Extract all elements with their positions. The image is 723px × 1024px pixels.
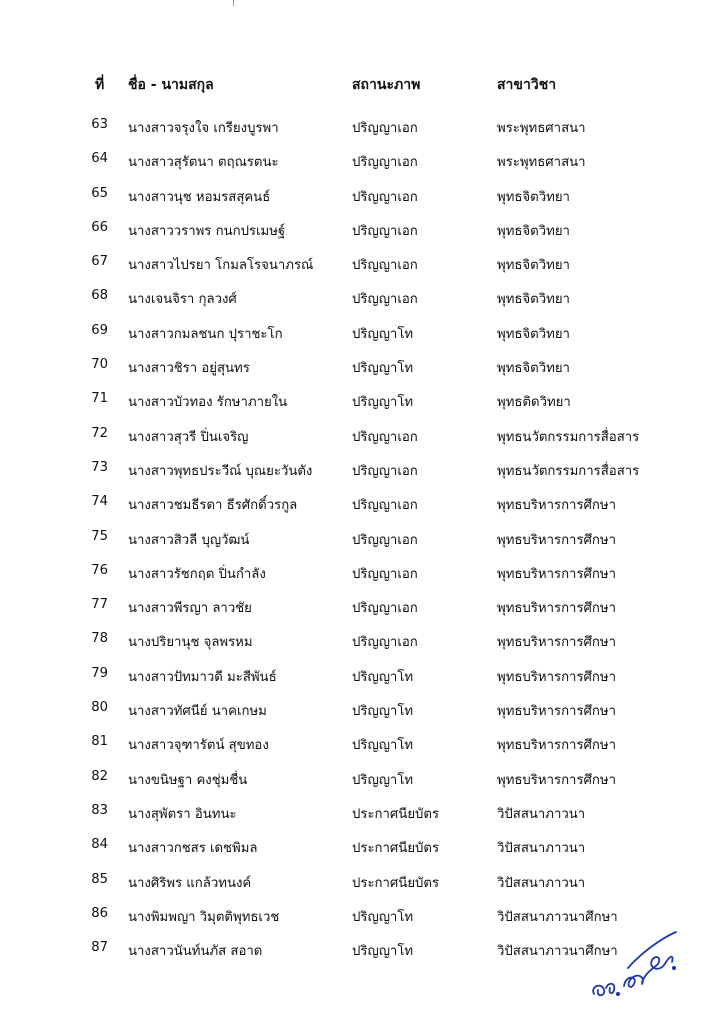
- row-branch: วิปัสสนาภาวนาศึกษา: [497, 909, 618, 925]
- row-status: ปริญญาเอก: [352, 121, 418, 136]
- row-name: นางสาวสิวลี บุญวัฒน์: [128, 532, 250, 548]
- row-name: นางสาวไปรยา โกมลโรจนาภรณ์: [128, 258, 314, 274]
- table-row: [0, 766, 723, 800]
- row-number: 65: [91, 185, 108, 201]
- row-number: 80: [91, 700, 108, 716]
- row-branch: พุทธบริหารการศึกษา: [497, 601, 616, 617]
- row-number: 83: [91, 802, 108, 818]
- row-branch: พุทธบริหารการศึกษา: [497, 566, 616, 582]
- row-branch: พุทธบริหารการศึกษา: [497, 738, 616, 754]
- row-status: ปริญญาโท: [352, 772, 414, 788]
- table-row: [0, 594, 723, 628]
- table-row: [0, 628, 723, 662]
- row-branch: พุทธบริหารการศึกษา: [497, 704, 616, 720]
- row-name: นางสาวกมลชนก ปุราชะโก: [128, 326, 283, 342]
- row-number: 64: [91, 151, 108, 167]
- row-name: นางเจนจิรา กุลวงศ์: [128, 292, 237, 308]
- row-number: 73: [91, 459, 108, 475]
- row-status: ปริญญาโท: [352, 909, 414, 925]
- row-number: 68: [91, 288, 108, 304]
- table-row: [0, 663, 723, 697]
- row-number: 86: [91, 905, 108, 921]
- row-name: นางพิมพญา วิมุตติพุทธเวช: [128, 909, 280, 925]
- row-status: ปริญญาเอก: [352, 635, 418, 651]
- row-status: ปริญญาเอก: [352, 258, 418, 274]
- table-row: [0, 354, 723, 388]
- scan-edge-mark: [233, 0, 234, 6]
- row-status: ปริญญาเอก: [352, 292, 418, 308]
- row-status: ประกาศนียบัตร: [352, 841, 440, 857]
- row-number: 79: [91, 665, 108, 681]
- row-name: นางสาวสุรัตนา ตฤณรตนะ: [128, 155, 279, 171]
- table-row: [0, 697, 723, 731]
- row-name: นางสาวนุช หอมรสสุคนธ์: [128, 189, 271, 205]
- row-number: 81: [91, 734, 108, 750]
- table-row: [0, 251, 723, 285]
- row-branch: พุทธจิตวิทยา: [497, 361, 570, 377]
- row-status: ปริญญาเอก: [352, 601, 418, 617]
- row-name: นางสาวชมธีรดา ธีรศักดิ์วรกูล: [128, 498, 298, 514]
- row-branch: พุทธบริหารการศึกษา: [497, 498, 616, 514]
- row-number: 66: [91, 219, 108, 235]
- row-number: 87: [91, 940, 108, 956]
- table-row: [0, 491, 723, 525]
- header-status: สถานะภาพ: [352, 77, 421, 93]
- row-status: ปริญญาโท: [352, 361, 414, 377]
- row-status: ปริญญาเอก: [352, 566, 418, 582]
- table-body: [0, 114, 723, 971]
- row-branch: วิปัสสนาภาวนา: [497, 841, 586, 857]
- header-number: ที่: [95, 77, 105, 93]
- row-name: นางสาวรัชกฤต ปิ่นกำลัง: [128, 566, 266, 582]
- row-name: นางสาววราพร กนกปรเมษฐ์: [128, 223, 286, 239]
- row-branch: พุทธจิตวิทยา: [497, 189, 570, 205]
- row-branch: พุทธติดวิทยา: [497, 395, 571, 411]
- handwritten-signature: [582, 924, 682, 1004]
- table-row: [0, 457, 723, 491]
- row-status: ปริญญาเอก: [352, 429, 418, 445]
- row-status: ปริญญาโท: [352, 738, 414, 754]
- row-name: นางขนิษฐา คงชุ่มชื่น: [128, 772, 248, 788]
- row-status: ปริญญาเอก: [352, 463, 418, 479]
- row-branch: พุทธบริหารการศึกษา: [497, 532, 616, 548]
- row-number: 69: [91, 322, 108, 338]
- row-branch: พุทธจิตวิทยา: [497, 223, 570, 239]
- row-branch: พุทธนวัตกรรมการสื่อสาร: [497, 429, 640, 445]
- row-status: ปริญญาเอก: [352, 223, 418, 239]
- row-name: นางสาวพีรญา ลาวชัย: [128, 601, 252, 617]
- row-number: 70: [91, 357, 108, 373]
- row-branch: พุทธบริหารการศึกษา: [497, 635, 616, 651]
- row-status: ปริญญาเอก: [352, 189, 418, 205]
- row-number: 85: [91, 871, 108, 887]
- row-name: นางสาวจุฑารัตน์ สุขทอง: [128, 738, 269, 754]
- row-name: นางสาวทัศนีย์ นาคเกษม: [128, 704, 267, 720]
- row-name: นางสาวสุวรี ปิ่นเจริญ: [128, 429, 249, 445]
- table-row: [0, 800, 723, 834]
- row-branch: พุทธบริหารการศึกษา: [497, 772, 616, 788]
- header-name: ชื่อ - นามสกุล: [128, 77, 214, 93]
- row-status: ประกาศนียบัตร: [352, 875, 440, 891]
- table-row: [0, 834, 723, 868]
- row-number: 76: [91, 562, 108, 578]
- table-row: [0, 183, 723, 217]
- table-row: [0, 114, 723, 148]
- row-branch: พุทธจิตวิทยา: [497, 326, 570, 342]
- row-name: นางสาวจรุงใจ เกรียงบูรพา: [128, 121, 279, 136]
- table-row: [0, 731, 723, 765]
- row-branch: วิปัสสนาภาวนาศึกษา: [497, 944, 618, 960]
- row-name: นางสาวปัทมาวดี มะสีพันธ์: [128, 669, 277, 685]
- row-branch: พุทธบริหารการศึกษา: [497, 669, 616, 685]
- row-status: ปริญญาโท: [352, 395, 414, 411]
- header-branch: สาขาวิชา: [497, 77, 557, 93]
- row-status: ปริญญาเอก: [352, 498, 418, 514]
- table-row: [0, 526, 723, 560]
- row-number: 77: [91, 597, 108, 613]
- row-name: นางศิริพร แกล้วทนงค์: [128, 875, 252, 891]
- row-name: นางสาวพุทธประวีณ์ บุณยะวันตัง: [128, 463, 313, 479]
- row-name: นางปริยานุช จุลพรหม: [128, 635, 253, 651]
- row-name: นางสาวกชสร เดชพิมล: [128, 841, 258, 857]
- row-status: ปริญญาโท: [352, 704, 414, 720]
- row-status: ประกาศนียบัตร: [352, 806, 440, 822]
- row-status: ปริญญาโท: [352, 944, 414, 960]
- row-number: 82: [91, 768, 108, 784]
- row-status: ปริญญาเอก: [352, 155, 418, 171]
- row-number: 78: [91, 631, 108, 647]
- row-status: ปริญญาโท: [352, 326, 414, 342]
- row-number: 75: [91, 528, 108, 544]
- table-row: [0, 217, 723, 251]
- row-number: 67: [91, 254, 108, 270]
- row-branch: วิปัสสนาภาวนา: [497, 875, 586, 891]
- row-number: 63: [91, 117, 108, 132]
- row-branch: วิปัสสนาภาวนา: [497, 806, 586, 822]
- table-row: [0, 148, 723, 182]
- row-name: นางสาวนันท์นภัส สอาด: [128, 944, 263, 960]
- row-number: 71: [91, 391, 108, 407]
- row-number: 72: [91, 425, 108, 441]
- row-status: ปริญญาโท: [352, 669, 414, 685]
- table-row: [0, 423, 723, 457]
- row-name: นางสาวบัวทอง รักษาภายใน: [128, 395, 288, 411]
- row-status: ปริญญาเอก: [352, 532, 418, 548]
- row-branch: พุทธนวัตกรรมการสื่อสาร: [497, 463, 640, 479]
- row-branch: พระพุทธศาสนา: [497, 121, 586, 136]
- row-name: นางสาวชิรา อยู่สุนทร: [128, 361, 250, 377]
- row-name: นางสุพัตรา อินทนะ: [128, 806, 237, 822]
- table-row: [0, 560, 723, 594]
- row-number: 74: [91, 494, 108, 510]
- row-number: 84: [91, 837, 108, 853]
- table-row: [0, 320, 723, 354]
- row-branch: พุทธจิตวิทยา: [497, 258, 570, 274]
- table-row: [0, 869, 723, 903]
- row-branch: พระพุทธศาสนา: [497, 155, 586, 171]
- table-row: [0, 388, 723, 422]
- table-row: [0, 285, 723, 319]
- row-branch: พุทธจิตวิทยา: [497, 292, 570, 308]
